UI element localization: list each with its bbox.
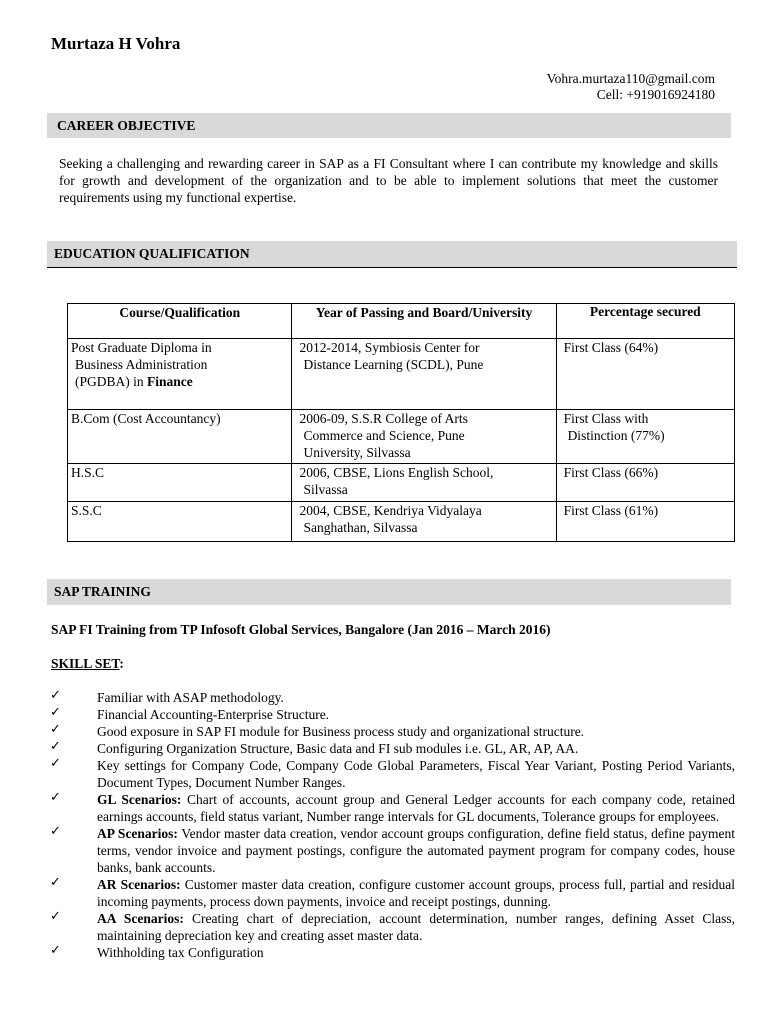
skill-item	[50, 876, 735, 910]
checkmark-icon: ✓	[50, 943, 61, 958]
percentage-line: First Class (66%)	[563, 465, 659, 480]
checkmark-icon: ✓	[50, 756, 61, 771]
skill-text: Withholding tax Configuration	[97, 945, 264, 960]
skill-scenario-label: AR Scenarios:	[97, 877, 181, 892]
percentage-cell	[556, 410, 734, 464]
year-line: Sanghathan, Silvassa	[303, 520, 418, 535]
year-line: 2004, CBSE, Kendriya Vidyalaya	[299, 503, 482, 518]
course-cell	[68, 339, 292, 410]
course-line: Post Graduate Diploma in	[71, 340, 212, 355]
course-line: Business Administration	[75, 357, 208, 372]
skill-item	[50, 706, 735, 723]
year-line: 2012-2014, Symbiosis Center for	[299, 340, 480, 355]
skill-text: Good exposure in SAP FI module for Business process study and organizational structure.	[97, 724, 585, 739]
skill-item	[50, 944, 735, 961]
course-cell	[68, 464, 292, 502]
skill-list	[50, 689, 735, 961]
skill-item	[50, 910, 735, 944]
course-text: (PGDBA) in	[75, 374, 148, 389]
course-bold: Finance	[147, 374, 193, 389]
skill-item	[50, 825, 735, 876]
skill-set-colon: :	[119, 656, 124, 671]
skill-text: Customer master data creation, configure customer account groups, process full, partial and residual incoming payments, process down payments, invoice and receipt postings, dunning.	[97, 877, 735, 909]
percentage-cell	[556, 339, 734, 410]
training-line: SAP FI Training from TP Infosoft Global Services, Bangalore (Jan 2016 – March 2016)	[51, 622, 551, 637]
year-cell	[292, 410, 556, 464]
skill-item	[50, 723, 735, 740]
table-row	[68, 502, 735, 542]
table-header-row	[68, 304, 735, 339]
course-line	[71, 373, 287, 390]
skill-set-title: SKILL SET	[51, 656, 120, 671]
skill-text: Financial Accounting-Enterprise Structure.	[97, 707, 330, 722]
skill-item	[50, 757, 735, 791]
skill-item	[50, 689, 735, 706]
table-row	[68, 339, 735, 410]
header-year: Year of Passing and Board/University	[292, 304, 556, 339]
skill-text: Key settings for Company Code, Company Code Global Parameters, Fiscal Year Variant, Posting Period Variants, Document Types, Document Number Ranges.	[97, 758, 735, 790]
year-line: Commerce and Science, Pune	[303, 428, 465, 443]
year-line: University, Silvassa	[303, 445, 411, 460]
objective-paragraph: Seeking a challenging and rewarding career in SAP as a FI Consultant where I can contribute my knowledge and skills for growth and development of the organization and to be able to implement solutions that meet the customer requirements using my functional expertise.	[59, 156, 718, 205]
skill-item	[50, 740, 735, 757]
year-line: Silvassa	[303, 482, 348, 497]
year-cell	[292, 502, 556, 542]
checkmark-icon: ✓	[50, 909, 61, 924]
section-education: EDUCATION QUALIFICATION	[47, 241, 737, 268]
checkmark-icon: ✓	[50, 722, 61, 737]
percentage-line: First Class (64%)	[563, 340, 659, 355]
section-career-objective: CAREER OBJECTIVE	[47, 113, 731, 138]
course-line: S.S.C	[71, 503, 102, 518]
skill-set-heading	[51, 656, 124, 672]
skill-text: Chart of accounts, account group and General Ledger accounts for each company code, retained earnings accounts, field status variant, Number range intervals for GL documents, Tolerance groups for employees.	[97, 792, 735, 824]
table-row	[68, 464, 735, 502]
percentage-line: First Class (61%)	[563, 503, 659, 518]
checkmark-icon: ✓	[50, 790, 61, 805]
year-cell	[292, 339, 556, 410]
contact-block	[547, 71, 715, 103]
skill-item	[50, 791, 735, 825]
percentage-cell	[556, 464, 734, 502]
skill-text: Creating chart of depreciation, account determination, number ranges, defining Asset Class, maintaining depreciation key and creating asset master data.	[97, 911, 735, 943]
skill-text: Configuring Organization Structure, Basic data and FI sub modules i.e. GL, AR, AP, AA.	[97, 741, 579, 756]
percentage-line: Distinction (77%)	[567, 428, 665, 443]
checkmark-icon: ✓	[50, 739, 61, 754]
skill-text: Vendor master data creation, vendor account groups configuration, define field status, define payment terms, vendor invoice and payment postings, configure the automated payment program for company codes, house banks, bank accounts.	[97, 826, 735, 875]
course-line: H.S.C	[71, 465, 105, 480]
education-table	[67, 303, 735, 542]
cell-number: Cell: +919016924180	[596, 87, 715, 102]
checkmark-icon: ✓	[50, 875, 61, 890]
checkmark-icon: ✓	[50, 705, 61, 720]
checkmark-icon: ✓	[50, 824, 61, 839]
percentage-cell	[556, 502, 734, 542]
skill-scenario-label: AP Scenarios:	[97, 826, 178, 841]
table-row	[68, 410, 735, 464]
skill-text: Familiar with ASAP methodology.	[97, 690, 284, 705]
percentage-line: First Class with	[563, 411, 649, 426]
skill-scenario-label: AA Scenarios:	[97, 911, 184, 926]
year-line: 2006, CBSE, Lions English School,	[299, 465, 494, 480]
year-line: 2006-09, S.S.R College of Arts	[299, 411, 468, 426]
header-course: Course/Qualification	[68, 304, 292, 339]
header-percentage: Percentage secured	[556, 304, 734, 339]
course-cell	[68, 410, 292, 464]
email-address: Vohra.murtaza110@gmail.com	[546, 71, 715, 86]
section-sap-training: SAP TRAINING	[47, 579, 731, 605]
candidate-name: Murtaza H Vohra	[51, 34, 181, 53]
year-cell	[292, 464, 556, 502]
course-cell	[68, 502, 292, 542]
checkmark-icon: ✓	[50, 688, 61, 703]
year-line: Distance Learning (SCDL), Pune	[303, 357, 484, 372]
skill-scenario-label: GL Scenarios:	[97, 792, 182, 807]
course-line: B.Com (Cost Accountancy)	[71, 411, 221, 426]
